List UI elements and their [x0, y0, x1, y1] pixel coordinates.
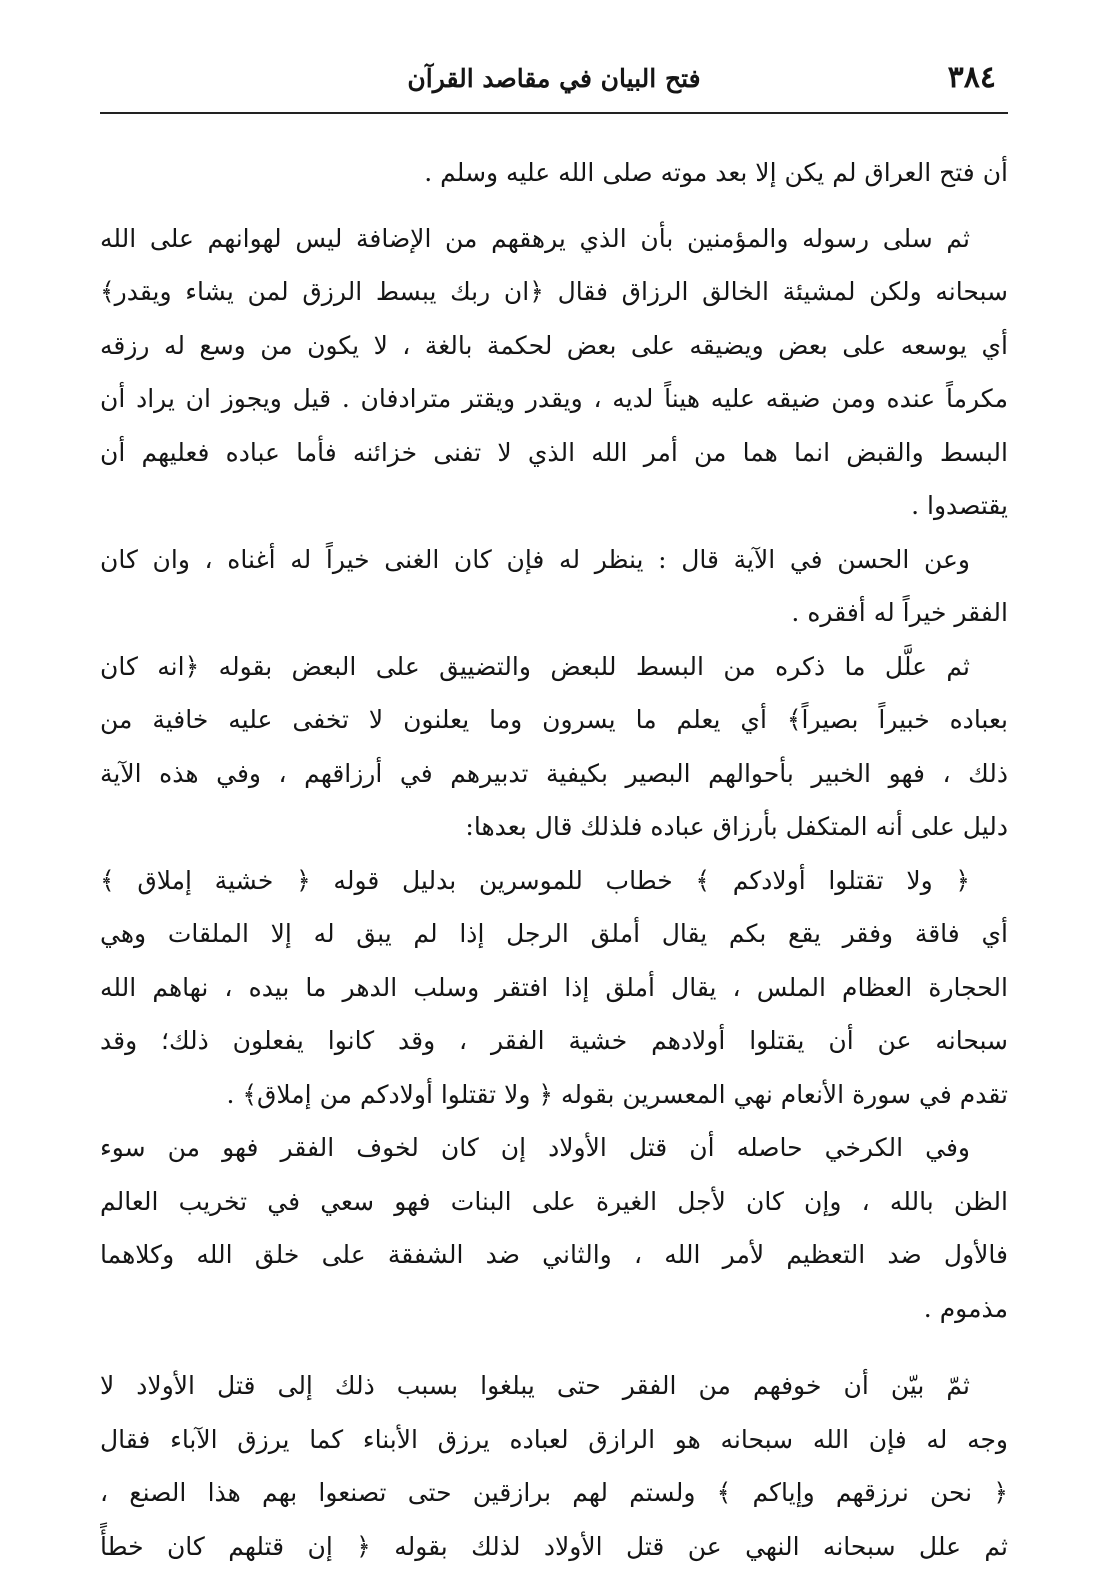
text-line: دليل على أنه المتكفل بأرزاق عباده فلذلك قال بعدها: [100, 800, 1008, 854]
page-number: ٣٨٤ [948, 60, 996, 95]
text-line: ذلك ، فهو الخبير بأحوالهم البصير بكيفية تدبيرهم في أرزاقهم ، وفي هذه الآية [100, 747, 1008, 801]
text-line: الفقر خيراً له أفقره . [100, 586, 1008, 640]
text-line: أن فتح العراق لم يكن إلا بعد موته صلى الله عليه وسلم . [100, 146, 1008, 200]
text-line: وجه له فإن الله سبحانه هو الرازق لعباده يرزق الأبناء كما يرزق الآباء فقال [100, 1413, 1008, 1467]
text-line: يقتصدوا . [100, 479, 1008, 533]
body-text [100, 146, 1008, 1573]
text-line: ثم علل سبحانه النهي عن قتل الأولاد لذلك بقوله ﴿ إن قتلهم كان خطأً [100, 1520, 1008, 1573]
text-line: أي يوسعه على بعض ويضيقه على بعض لحكمة بالغة ، لا يكون من وسع له رزقه [100, 319, 1008, 373]
text-line: بعباده خبيراً بصيراً﴾ أي يعلم ما يسرون وما يعلنون لا تخفى عليه خافية من [100, 693, 1008, 747]
text-line: فالأول ضد التعظيم لأمر الله ، والثاني ضد الشفقة على خلق الله وكلاهما [100, 1228, 1008, 1282]
text-line: ﴿ نحن نرزقهم وإياكم ﴾ ولستم لهم برازقين حتى تصنعوا بهم هذا الصنع ، [100, 1466, 1008, 1520]
text-line: تقدم في سورة الأنعام نهي المعسرين بقوله ﴿ ولا تقتلوا أولادكم من إملاق﴾ . [100, 1068, 1008, 1122]
text-line: مذموم . [100, 1282, 1008, 1336]
text-line: ﴿ ولا تقتلوا أولادكم ﴾ خطاب للموسرين بدليل قوله ﴿ خشية إملاق ﴾ [100, 854, 1008, 908]
text-line: وفي الكرخي حاصله أن قتل الأولاد إن كان لخوف الفقر فهو من سوء [100, 1121, 1008, 1175]
text-line: الحجارة العظام الملس ، يقال أملق إذا افتقر وسلب الدهر ما بيده ، نهاهم الله [100, 961, 1008, 1015]
text-line: ثمّ بيّن أن خوفهم من الفقر حتى يبلغوا بسبب ذلك إلى قتل الأولاد لا [100, 1359, 1008, 1413]
text-line: الظن بالله ، وإن كان لأجل الغيرة على البنات فهو سعي في تخريب العالم [100, 1175, 1008, 1229]
header-rule [100, 112, 1008, 114]
text-line: مكرماً عنده ومن ضيقه عليه هيناً لديه ، ويقدر ويقتر مترادفان . قيل ويجوز ان يراد أن [100, 372, 1008, 426]
page-header [100, 54, 1008, 106]
text-line: سبحانه ولكن لمشيئة الخالق الرزاق فقال ﴿ان ربك يبسط الرزق لمن يشاء ويقدر﴾ [100, 265, 1008, 319]
text-line: ثم علَّل ما ذكره من البسط للبعض والتضييق على البعض بقوله ﴿انه كان [100, 640, 1008, 694]
running-title: فتح البيان في مقاصد القرآن [100, 64, 1008, 93]
text-line: ثم سلى رسوله والمؤمنين بأن الذي يرهقهم من الإضافة ليس لهوانهم على الله [100, 212, 1008, 266]
text-line: البسط والقبض انما هما من أمر الله الذي لا تفنى خزائنه فأما عباده فعليهم أن [100, 426, 1008, 480]
text-line: وعن الحسن في الآية قال : ينظر له فإن كان الغنى خيراً له أغناه ، وان كان [100, 533, 1008, 587]
text-line: سبحانه عن أن يقتلوا أولادهم خشية الفقر ، وقد كانوا يفعلون ذلك؛ وقد [100, 1014, 1008, 1068]
text-line: أي فاقة وفقر يقع بكم يقال أملق الرجل إذا لم يبق له إلا الملقات وهي [100, 907, 1008, 961]
